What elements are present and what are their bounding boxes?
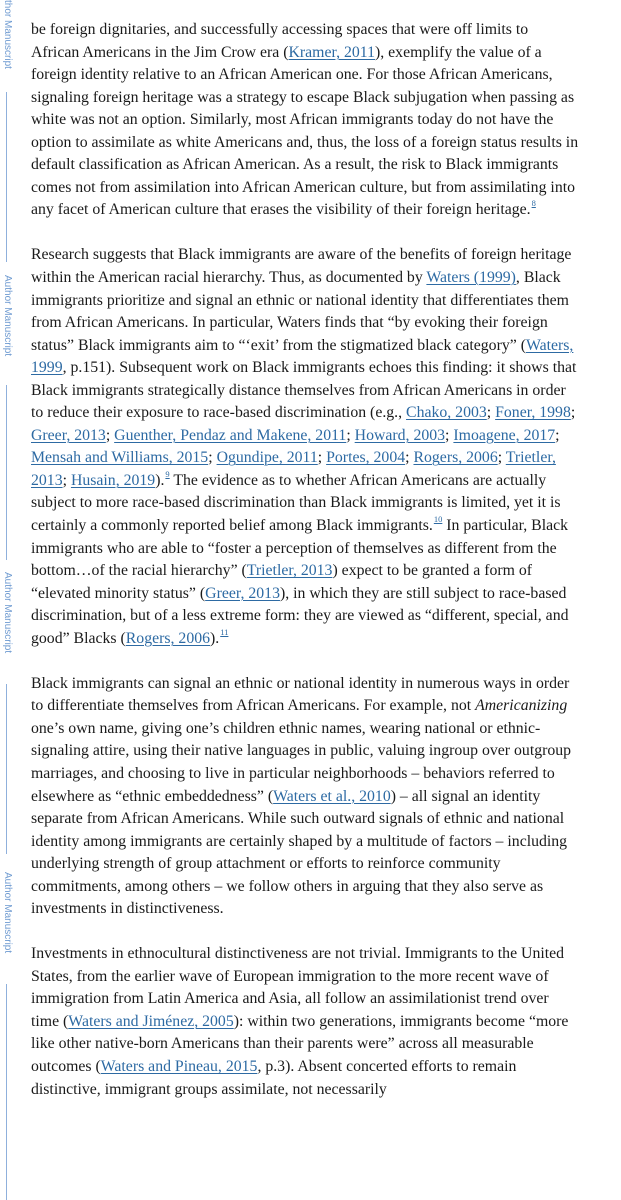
watermark-divider (6, 92, 7, 262)
footnote-link[interactable]: 11 (220, 626, 229, 637)
body-text: ; (105, 426, 115, 444)
body-text: ) – all signal an identity separate from African Americans. While such outward signals of ethnic and national identity among immigrants are certainly shaped by a multitude of factors – including underlying strength of group attachment or efforts to reinforce community commitments, among others – we follow others in arguing that they also serve as investments in distinctiveness. (31, 787, 568, 918)
citation-link[interactable]: Trietler, 2013 (31, 449, 556, 489)
citation-link[interactable]: Waters (1999) (426, 268, 516, 286)
watermark-divider (6, 684, 7, 854)
citation-link[interactable]: Rogers, 2006 (125, 629, 211, 647)
citation-link[interactable]: Greer, 2013 (205, 584, 280, 602)
body-text: ; (445, 426, 454, 444)
watermark-label: Author Manuscript (2, 572, 13, 654)
citation-link[interactable]: Howard, 2003 (354, 426, 446, 444)
body-text: ; (208, 449, 217, 467)
body-text: ; (346, 426, 355, 444)
body-text: one’s own name, giving one’s children ethnic names, wearing national or ethnic-signaling attire, using their native languages in public, valuing ingroup over outgroup marriages, and choosing to live in particular neighborhoods – behaviors referred to elsewhere as “ethnic embeddedness” ( (31, 719, 572, 805)
citation-link[interactable]: Kramer, 2011 (288, 43, 376, 61)
emphasis-text: Americanizing (475, 697, 568, 715)
watermark-divider (6, 984, 7, 1200)
citation-link[interactable]: Portes, 2004 (326, 449, 406, 467)
watermark-divider (6, 385, 7, 560)
citation-link[interactable]: Waters et al., 2010 (273, 787, 391, 805)
body-text: ). (155, 471, 165, 489)
body-text: ): within two generations, immigrants become “more like other native-born Americans than their parents were” across all measurable outcomes ( (31, 1012, 569, 1076)
footnote-link[interactable]: 8 (531, 198, 536, 209)
body-text: Black immigrants can signal an ethnic or national identity in numerous ways in order to differentiate themselves from African Americans. For example, not (31, 674, 570, 715)
body-text: , p.151). Subsequent work on Black immigrants echoes this finding: it shows that Black immigrants strategically distance themselves from African Americans in order to reduce their exposure to race-based discrimination (e.g., (31, 359, 577, 422)
body-text: Research suggests that Black immigrants are aware of the benefits of foreign heritage within the American racial hierarchy. Thus, as documented by (31, 246, 572, 286)
body-text: In particular, Black immigrants who are able to “foster a perception of themselves as different from the bottom…of the racial hierarchy” ( (31, 516, 569, 580)
body-text: Investments in ethnocultural distinctiveness are not trivial. Immigrants to the United States, from the earlier wave of European immigration to the more recent wave of immigration from Latin America and Asia, all follow an assimilationist trend over time ( (31, 945, 565, 1030)
body-text: ; (317, 449, 327, 467)
citation-link[interactable]: Husain, 2019 (70, 471, 156, 489)
body-paragraph (31, 19, 579, 222)
citation-link[interactable]: Foner, 1998 (495, 404, 571, 422)
citation-link[interactable]: Waters and Pineau, 2015 (100, 1058, 258, 1076)
citation-link[interactable]: Greer, 2013 (31, 426, 106, 444)
body-paragraph (31, 244, 579, 650)
watermark-label: Author Manuscript (2, 872, 13, 954)
body-text: ; (405, 449, 414, 467)
footnote-link[interactable]: 9 (165, 468, 170, 479)
body-text: , Black immigrants prioritize and signal an ethnic or national identity that differentiates them from African Americans. In particular, Waters finds that “by evoking their foreign status” Black immigrants aim to “‘exit’ from the stigmatized black category” ( (31, 268, 569, 354)
citation-link[interactable]: Ogundipe, 2011 (216, 449, 318, 467)
body-text: , p.3). Absent concerted efforts to remain distinctive, immigrant groups assimilate, not necessarily (31, 1058, 517, 1098)
body-text: ; (555, 426, 560, 444)
citation-link[interactable]: Waters, 1999 (31, 336, 574, 377)
footnote-link[interactable]: 10 (433, 513, 443, 524)
citation-link[interactable]: Imoagene, 2017 (453, 426, 556, 444)
body-text: ; (497, 449, 506, 467)
citation-link[interactable]: Trietler, 2013 (246, 562, 333, 580)
body-text: ; (62, 471, 71, 489)
article-body (31, 19, 579, 1124)
body-paragraph (31, 943, 579, 1101)
body-text: ) expect to be granted a form of “elevated minority status” ( (31, 562, 533, 602)
body-text: ; (570, 404, 576, 422)
watermark-label: Author Manuscript (2, 275, 13, 357)
body-text: The evidence as to whether African Americans are actually subject to more race-based discrimination than Black immigrants is limited, yet it is certainly a commonly reported belief among Black immigrants. (31, 471, 561, 534)
watermark-label: thor Manuscript (2, 0, 13, 69)
body-text: be foreign dignitaries, and successfully accessing spaces that were off limits to African Americans in the Jim Crow era ( (31, 21, 529, 61)
body-text: ; (486, 404, 496, 422)
citation-link[interactable]: Chako, 2003 (406, 404, 487, 422)
citation-link[interactable]: Mensah and Williams, 2015 (31, 449, 209, 467)
body-text: ), exemplify the value of a foreign identity relative to an African American one. For those African Americans, signaling foreign heritage was a strategy to escape Black subjugation when passing as white was not an option. Similarly, most African immigrants today do not have the option to assimilate as white Americans and, thus, the loss of a foreign status results in default classification as African American. As a result, the risk to Black immigrants comes not from assimilation into African American culture, but from assimilating into any facet of American culture that erases the visibility of their foreign heritage. (31, 43, 579, 219)
citation-link[interactable]: Guenther, Pendaz and Makene, 2011 (114, 426, 347, 444)
author-manuscript-sidebar (0, 0, 20, 1200)
body-paragraph (31, 673, 579, 921)
citation-link[interactable]: Waters and Jiménez, 2005 (68, 1012, 234, 1030)
body-text: ), in which they are still subject to race-based discrimination, but of a less extreme form: they are viewed as “different, special, and good” Blacks ( (31, 584, 569, 647)
citation-link[interactable]: Rogers, 2006 (413, 449, 498, 467)
body-text: ). (210, 629, 220, 647)
